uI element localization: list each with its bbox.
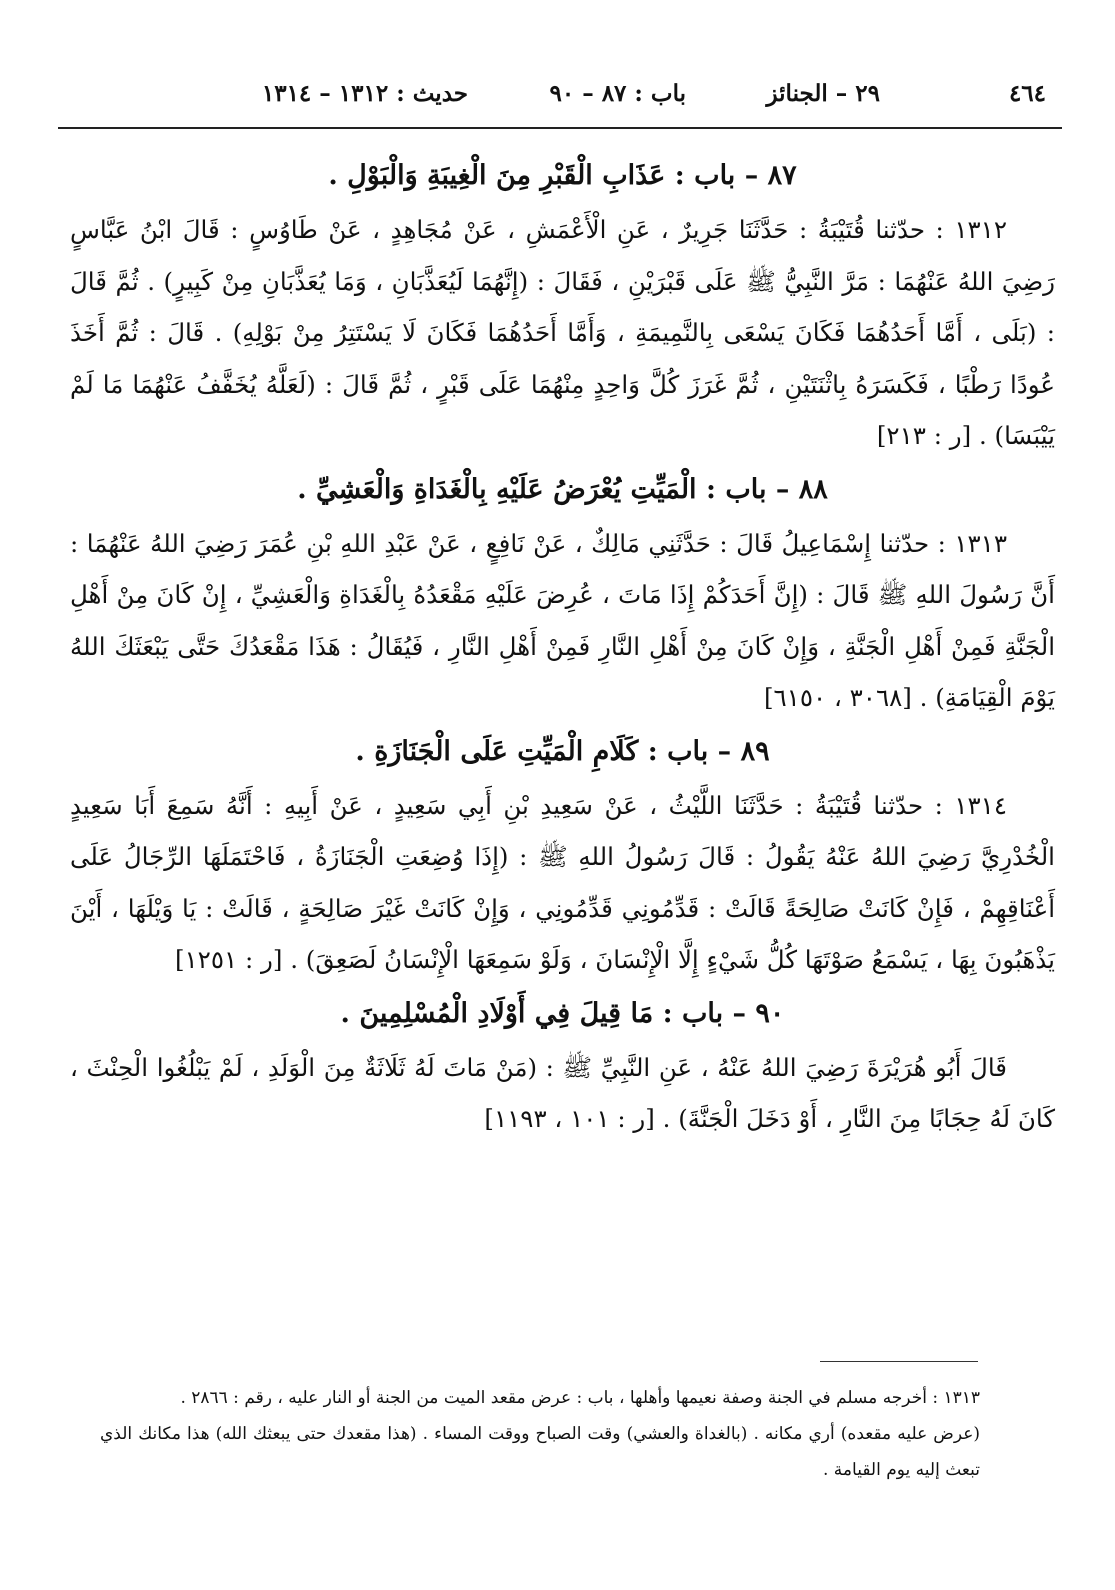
narration-abu-hurayra (70, 1042, 1055, 1145)
page-number: ٤٦٤ (1008, 80, 1046, 107)
hadith-reference: [ر : ١٠١ ، ١١٩٣] (484, 1104, 655, 1133)
hadith-1314 (70, 780, 1055, 986)
hadith-1312 (70, 204, 1055, 462)
hadith-text: ١٣١٢ : حدّثنا قُتَيْبَةُ : حَدَّثَنَا جَرِيرٌ ، عَنِ الْأَعْمَشِ ، عَنْ مُجَاهِدٍ ، عَنْ طَاوُسٍ : قَالَ ابْنُ عَبَّاسٍ رَضِيَ اللهُ عَنْهُمَا : مَرَّ النَّبِيُّ ﷺ عَلَى قَبْرَيْنِ ، فَقَالَ : (إِنَّهُمَا لَيُعَذَّبَانِ ، وَمَا يُعَذَّبَانِ مِنْ كَبِيرٍ) . ثُمَّ قَالَ : (بَلَى ، أَمَّا أَحَدُهُمَا فَكَانَ يَسْعَى بِالنَّمِيمَةِ ، وَأَمَّا أَحَدُهُمَا فَكَانَ لَا يَسْتَتِرُ مِنْ بَوْلِهِ) . قَالَ : ثُمَّ أَخَذَ عُودًا رَطْبًا ، فَكَسَرَهُ بِاثْنَتَيْنِ ، ثُمَّ غَرَزَ كُلَّ وَاحِدٍ مِنْهُمَا عَلَى قَبْرٍ ، ثُمَّ قَالَ : (لَعَلَّهُ يُخَفَّفُ عَنْهُمَا مَا لَمْ يَيْبَسَا) . (70, 215, 1055, 450)
chapter-title-90: ٩٠ – باب : مَا قِيلَ فِي أَوْلَادِ الْمُسْلِمِينَ . (340, 997, 785, 1029)
book-title: ٢٩ – الجنائز (766, 80, 880, 107)
hadith-text: ١٣١٣ : حدّثنا إِسْمَاعِيلُ قَالَ : حَدَّثَنِي مَالِكٌ ، عَنْ نَافِعٍ ، عَنْ عَبْدِ اللهِ بْنِ عُمَرَ رَضِيَ اللهُ عَنْهُمَا : أَنَّ رَسُولَ اللهِ ﷺ قَالَ : (إِنَّ أَحَدَكُمْ إِذَا مَاتَ ، عُرِضَ عَلَيْهِ مَقْعَدُهُ بِالْغَدَاةِ وَالْعَشِيِّ ، إِنْ كَانَ مِنْ أَهْلِ الْجَنَّةِ فَمِنْ أَهْلِ الْجَنَّةِ ، وَإِنْ كَانَ مِنْ أَهْلِ النَّارِ فَمِنْ أَهْلِ النَّارِ ، فَيُقَالُ : هَذَا مَقْعَدُكَ حَتَّى يَبْعَثَكَ اللهُ يَوْمَ الْقِيَامَةِ) . (70, 528, 1055, 712)
hadith-reference: [ر : ٢١٣] (876, 421, 972, 450)
bab-range: باب : ٨٧ – ٩٠ (549, 80, 686, 107)
chapter-title-89: ٨٩ – باب : كَلَامِ الْمَيِّتِ عَلَى الْجَنَازَةِ . (355, 735, 770, 767)
footnotes (100, 1380, 980, 1488)
footnote-divider (820, 1361, 978, 1362)
hadith-reference: [ر : ١٢٥١] (174, 945, 283, 974)
hadith-text: ١٣١٤ : حدّثنا قُتَيْبَةُ : حَدَّثَنَا اللَّيْثُ ، عَنْ سَعِيدِ بْنِ أَبِي سَعِيدٍ ، عَنْ أَبِيهِ : أَنَّهُ سَمِعَ أَبَا سَعِيدٍ الْخُدْرِيَّ رَضِيَ اللهُ عَنْهُ يَقُولُ : قَالَ رَسُولُ اللهِ ﷺ : (إِذَا وُضِعَتِ الْجَنَازَةُ ، فَاحْتَمَلَهَا الرِّجَالُ عَلَى أَعْنَاقِهِمْ ، فَإِنْ كَانَتْ صَالِحَةً قَالَتْ : قَدِّمُونِي قَدِّمُونِي ، وَإِنْ كَانَتْ غَيْرَ صَالِحَةٍ ، قَالَتْ : يَا وَيْلَهَا ، أَيْنَ يَذْهَبُونَ بِهَا ، يَسْمَعُ صَوْتَهَا كُلُّ شَيْءٍ إِلَّا الْإِنْسَانَ ، وَلَوْ سَمِعَهَا الْإِنْسَانُ لَصَعِقَ) . (70, 790, 1055, 974)
main-text (70, 148, 1055, 1145)
chapter-title-87: ٨٧ – باب : عَذَابِ الْقَبْرِ مِنَ الْغِيبَةِ وَالْبَوْلِ . (328, 160, 797, 191)
hadith-1313 (70, 518, 1055, 724)
hadith-text: قَالَ أَبُو هُرَيْرَةَ رَضِيَ اللهُ عَنْهُ ، عَنِ النَّبِيِّ ﷺ : (مَنْ مَاتَ لَهُ ثَلَاثَةٌ مِنَ الْوَلَدِ ، لَمْ يَبْلُغُوا الْحِنْثَ ، كَانَ لَهُ حِجَابًا مِنَ النَّارِ ، أَوْ دَخَلَ الْجَنَّةَ) . (70, 1052, 1055, 1133)
footnote-gloss: (عرض عليه مقعده) أري مكانه . (بالغداة والعشي) وقت الصباح ووقت المساء . (هذا مقعدك حتى يبعثك الله) هذا مكانك الذي تبعث إليه يوم القيامة . (100, 1424, 980, 1480)
running-header (58, 68, 1058, 108)
hadith-reference: [٣٠٦٨ ، ٦١٥٠] (763, 683, 912, 712)
hadith-range: حديث : ١٣١٢ – ١٣١٤ (261, 80, 468, 107)
chapter-title-88: ٨٨ – باب : الْمَيِّتِ يُعْرَضُ عَلَيْهِ بِالْغَدَاةِ وَالْعَشِيِّ . (297, 473, 828, 505)
footnote-1313: ١٣١٣ : أخرجه مسلم في الجنة وصفة نعيمها وأهلها ، باب : عرض مقعد الميت من الجنة أو النار عليه ، رقم : ٢٨٦٦ . (180, 1388, 980, 1408)
header-divider (58, 127, 1062, 129)
